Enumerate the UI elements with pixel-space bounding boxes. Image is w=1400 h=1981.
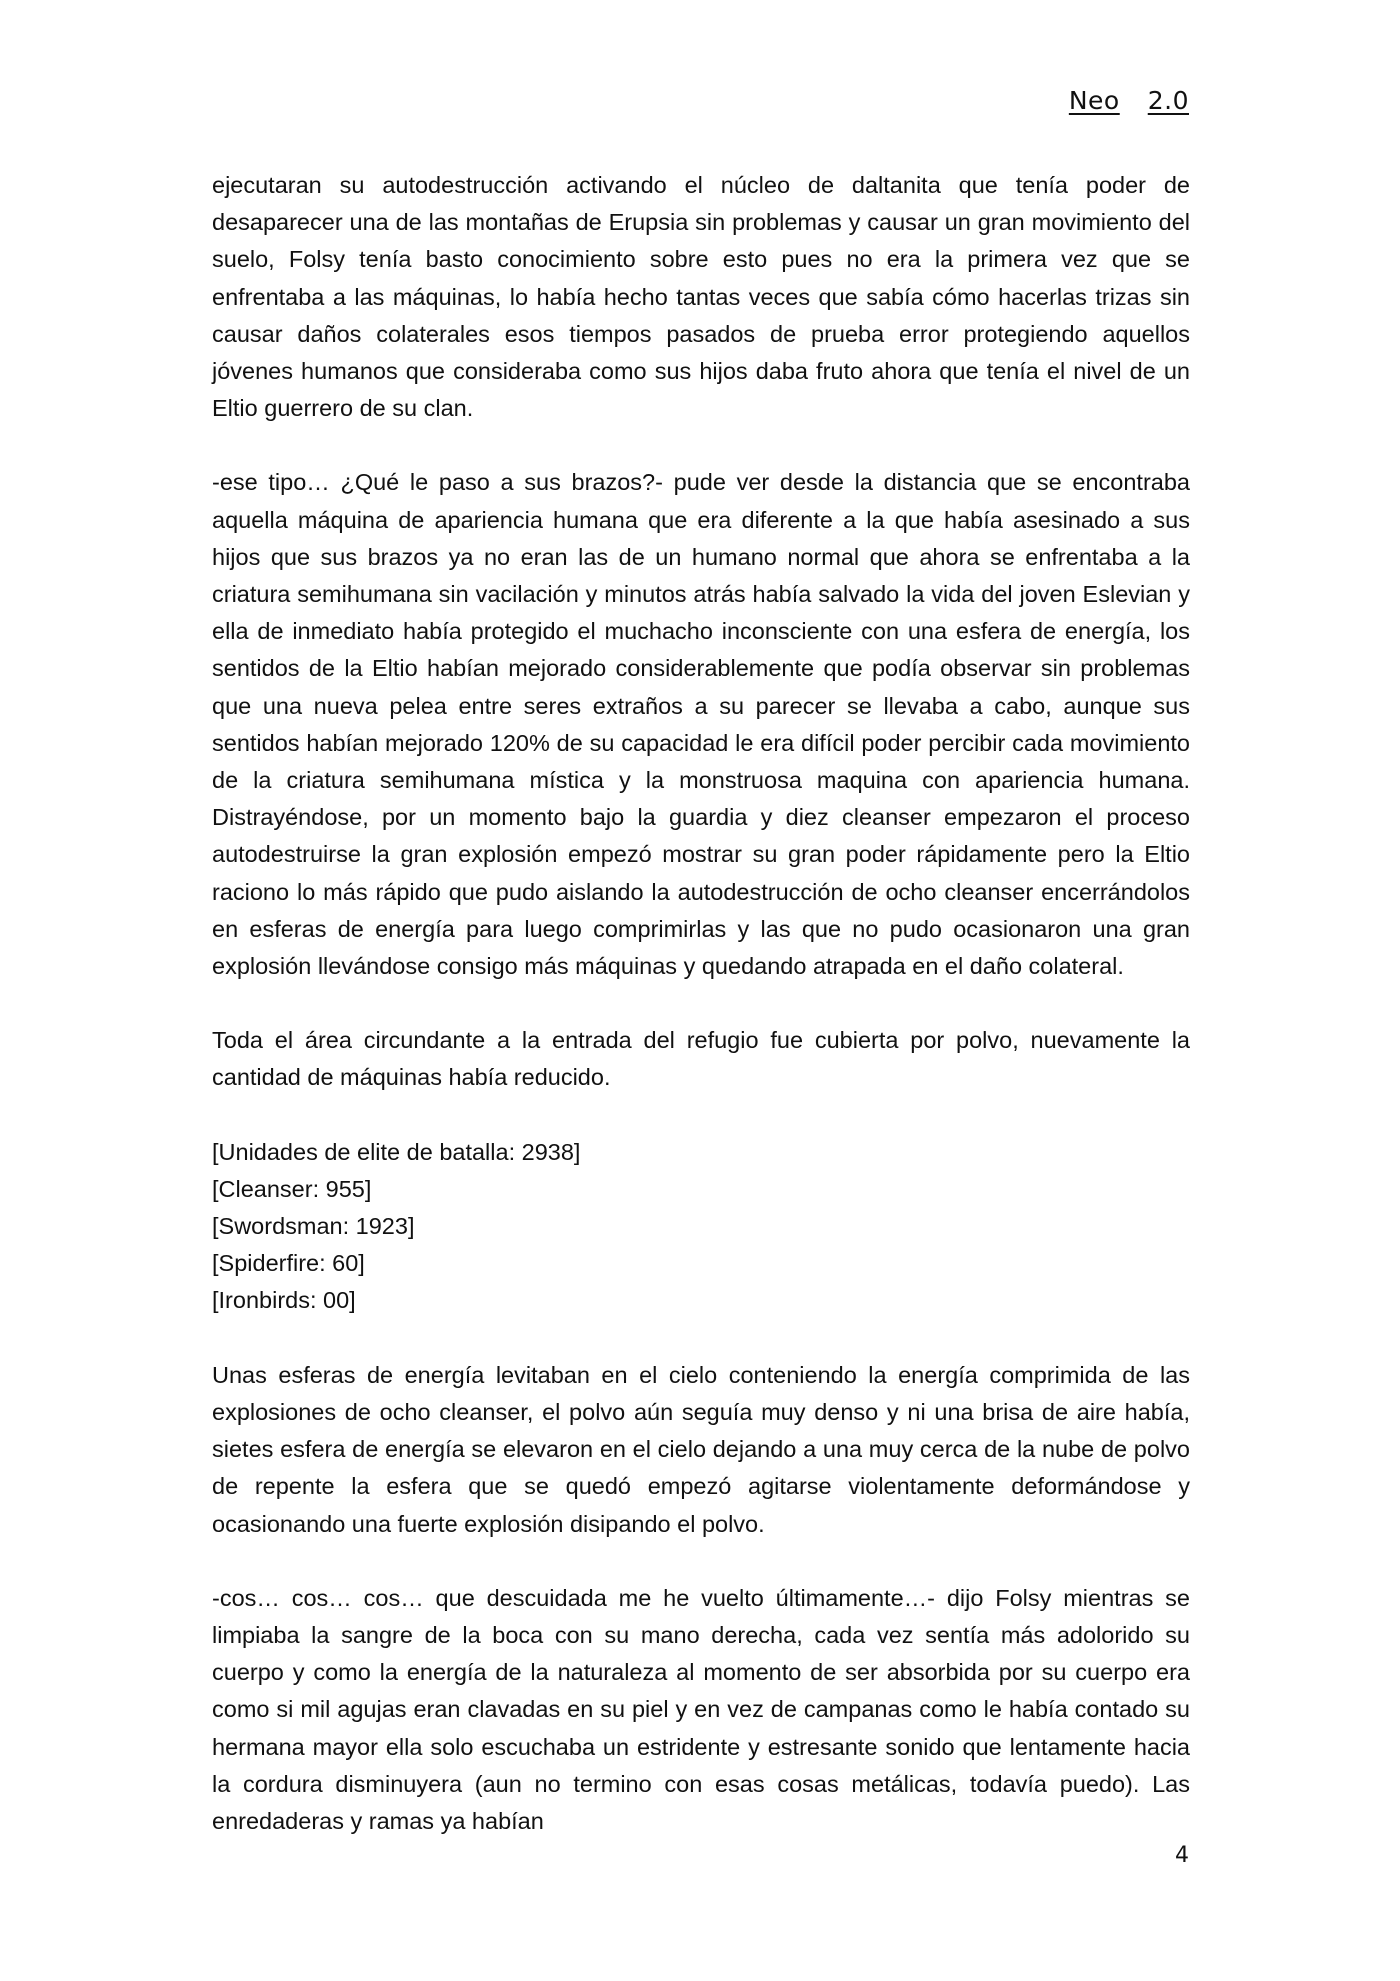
paragraph: Toda el área circundante a la entrada del refugio fue cubierta por polvo, nuevamente la cantidad de máquinas había reducido. [212,1027,1190,1091]
unit-count-item: [Unidades de elite de batalla: 2938] [212,1138,581,1165]
unit-count-item: [Cleanser: 955] [212,1175,372,1202]
paragraph: ejecutaran su autodestrucción activando el núcleo de daltanita que tenía poder de desaparecer una de las montañas de Erupsia sin problemas y causar un gran movimiento del suelo, Folsy tenía basto conocimiento sobre esto pues no era la primera vez que se enfrentaba a las máquinas, lo había hecho tantas veces que sabía cómo hacerlas trizas sin causar daños colaterales esos tiempos pasados de prueba error protegiendo aquellos jóvenes humanos que consideraba como sus hijos daba fruto ahora que tenía el nivel de un Eltio guerrero de su clan. [212,172,1190,422]
page-number: 4 [1175,1843,1189,1868]
header-version: 2.0 [1147,86,1189,115]
paragraph: Unas esferas de energía levitaban en el cielo conteniendo la energía comprimida de las explosiones de ocho cleanser, el polvo aún seguía muy denso y ni una brisa de aire había, sietes esfera de energía se elevaron en el cielo dejando a una muy cerca de la nube de polvo de repente la esfera que se quedó empezó agitarse violentamente deformándose y ocasionando una fuerte explosión disipando el polvo. [212,1361,1190,1537]
unit-count-item: [Ironbirds: 00] [212,1287,356,1314]
header-title: Neo [1068,86,1120,115]
page-header [1069,86,1189,115]
paragraph: -ese tipo… ¿Qué le paso a sus brazos?- pude ver desde la distancia que se encontraba aquella máquina de apariencia humana que era diferente a la que había asesinado a sus hijos que sus brazos ya no eran las de un humano normal que ahora se enfrentaba a la criatura semihumana sin vacilación y minutos atrás había salvado la vida del joven Eslevian y ella de inmediato había protegido el muchacho inconsciente con una esfera de energía, los sentidos de la Eltio habían mejorado considerablemente que podía observar sin problemas que una nueva pelea entre seres extraños a su parecer se llevaba a cabo, aunque sus sentidos habían mejorado 120% de su capacidad le era difícil poder percibir cada movimiento de la criatura semihumana mística y la monstruosa maquina con apariencia humana. Distrayéndose, por un momento bajo la guardia y diez cleanser empezaron el proceso autodestruirse la gran explosión empezó mostrar su gran poder rápidamente pero la Eltio raciono lo más rápido que pudo aislando la autodestrucción de ocho cleanser encerrándolos en esferas de energía para luego comprimirlas y las que no pudo ocasionaron una gran explosión llevándose consigo más máquinas y quedando atrapada en el daño colateral. [212,469,1190,980]
unit-count-item: [Spiderfire: 60] [212,1250,365,1277]
paragraph: -cos… cos… cos… que descuidada me he vuelto últimamente…- dijo Folsy mientras se limpiaba la sangre de la boca con su mano derecha, cada vez sentía más adolorido su cuerpo y como la energía de la naturaleza al momento de ser absorbida por su cuerpo era como si mil agujas eran clavadas en su piel y en vez de campanas como le había contado su hermana mayor ella solo escuchaba un estridente y estresante sonido que lentamente hacia la cordura disminuyera (aun no termino con esas cosas metálicas, todavía puedo). Las enredaderas y ramas ya habían [212,1584,1190,1834]
unit-count-item: [Swordsman: 1923] [212,1213,415,1240]
unit-count-list [212,1134,1190,1320]
document-body [212,167,1190,1877]
